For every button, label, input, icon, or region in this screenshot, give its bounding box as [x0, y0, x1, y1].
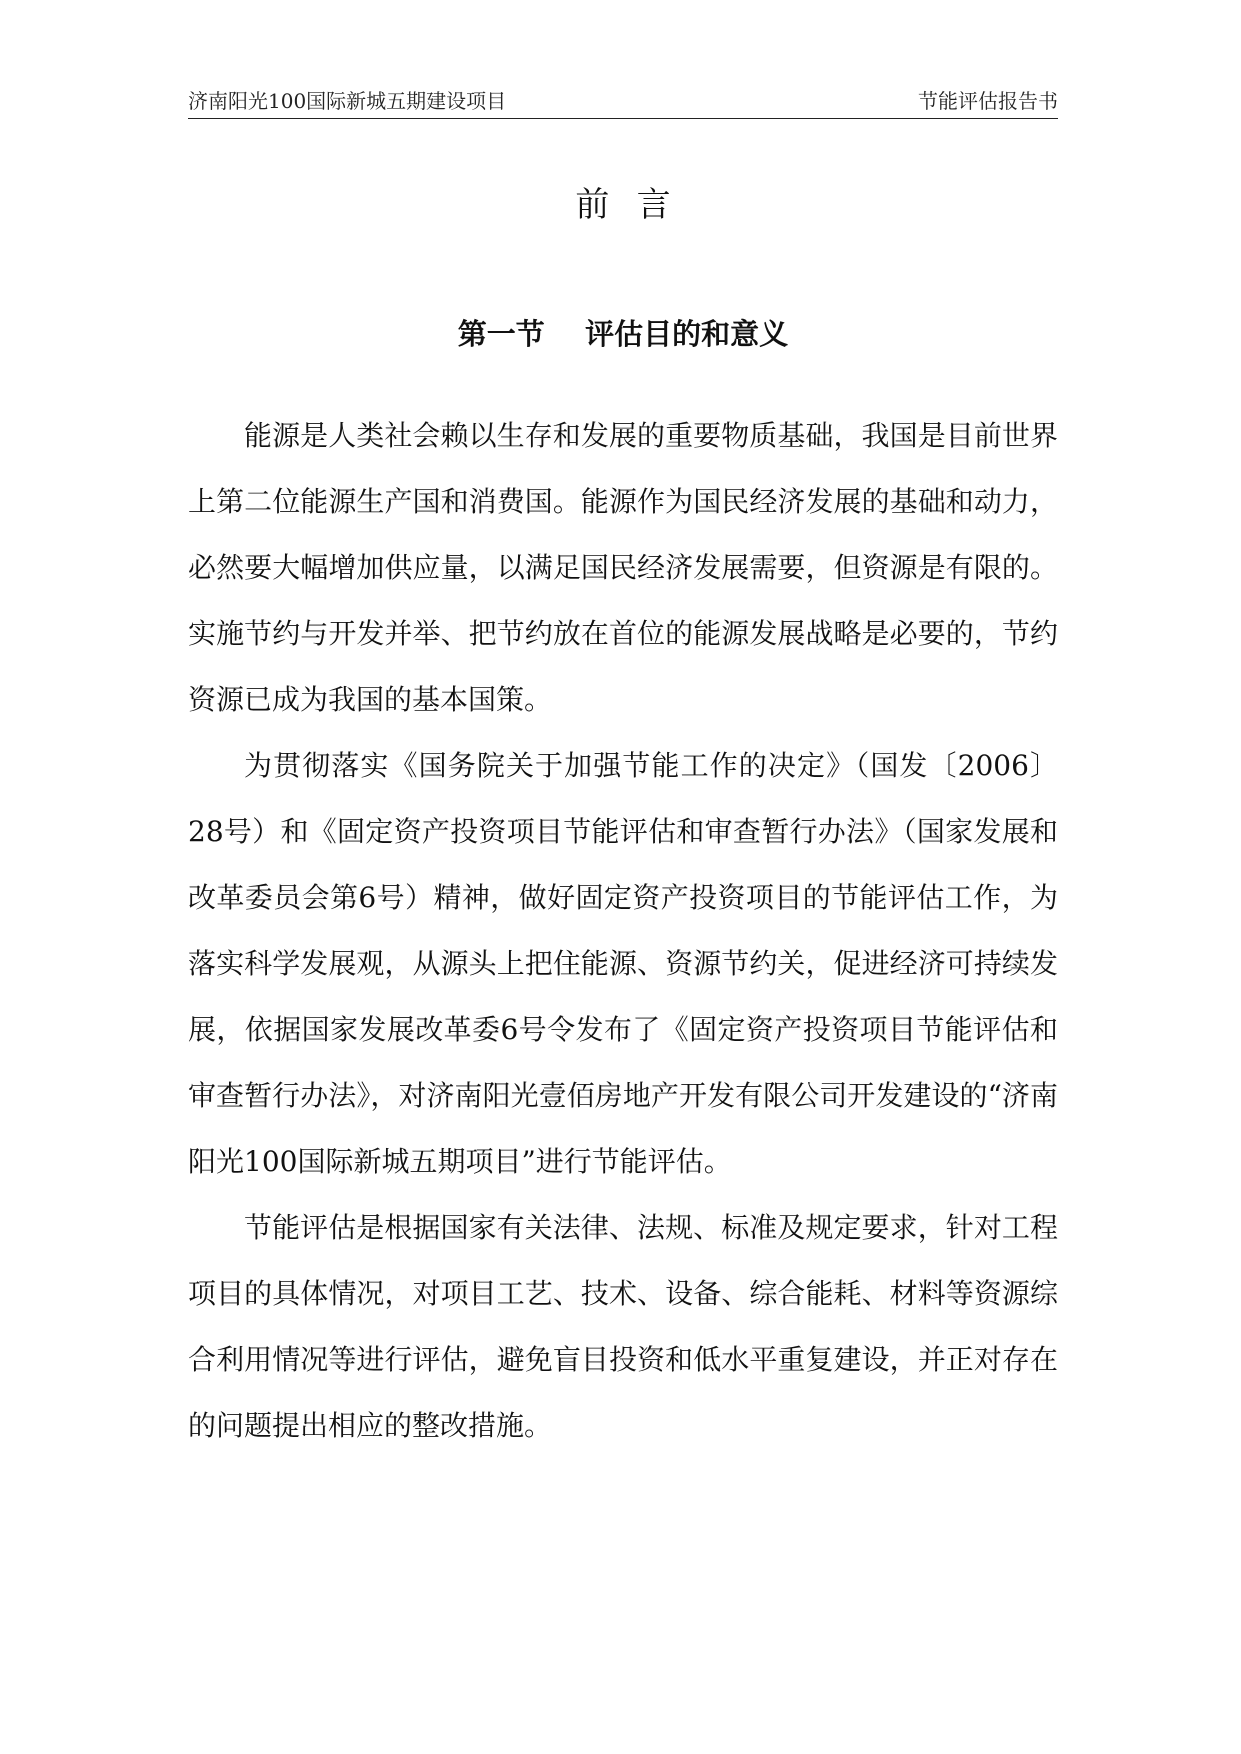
header-project-name: 济南阳光100国际新城五期建设项目	[188, 89, 507, 113]
page-title: 前言	[575, 184, 698, 225]
paragraph-1: 能源是人类社会赖以生存和发展的重要物质基础，我国是目前世界上第二位能源生产国和消费国。能源作为国民经济发展的基础和动力，必然要大幅增加供应量，以满足国民经济发展需要，但资源是有限的。实施节约与开发并举、把节约放在首位的能源发展战略是必要的，节约资源已成为我国的基本国策。	[188, 419, 1058, 716]
body-text	[188, 403, 1058, 1459]
paragraph-2: 为贯彻落实《国务院关于加强节能工作的决定》（国发〔2006〕28号）和《固定资产投资项目节能评估和审查暂行办法》（国家发展和改革委员会第6号）精神，做好固定资产投资项目的节能评估工作，为落实科学发展观，从源头上把住能源、资源节约关，促进经济可持续发展，依据国家发展改革委6号令发布了《固定资产投资项目节能评估和审查暂行办法》，对济南阳光壹佰房地产开发有限公司开发建设的“济南阳光100国际新城五期项目”进行节能评估。	[188, 749, 1058, 1178]
header-divider	[188, 118, 1058, 119]
section-heading: 第一节 评估目的和意义	[457, 317, 789, 352]
paragraph-3: 节能评估是根据国家有关法律、法规、标准及规定要求，针对工程项目的具体情况，对项目工艺、技术、设备、综合能耗、材料等资源综合利用情况等进行评估，避免盲目投资和低水平重复建设，并正对存在的问题提出相应的整改措施。	[188, 1211, 1058, 1442]
page-header	[188, 86, 1058, 116]
header-report-type: 节能评估报告书	[918, 89, 1058, 113]
